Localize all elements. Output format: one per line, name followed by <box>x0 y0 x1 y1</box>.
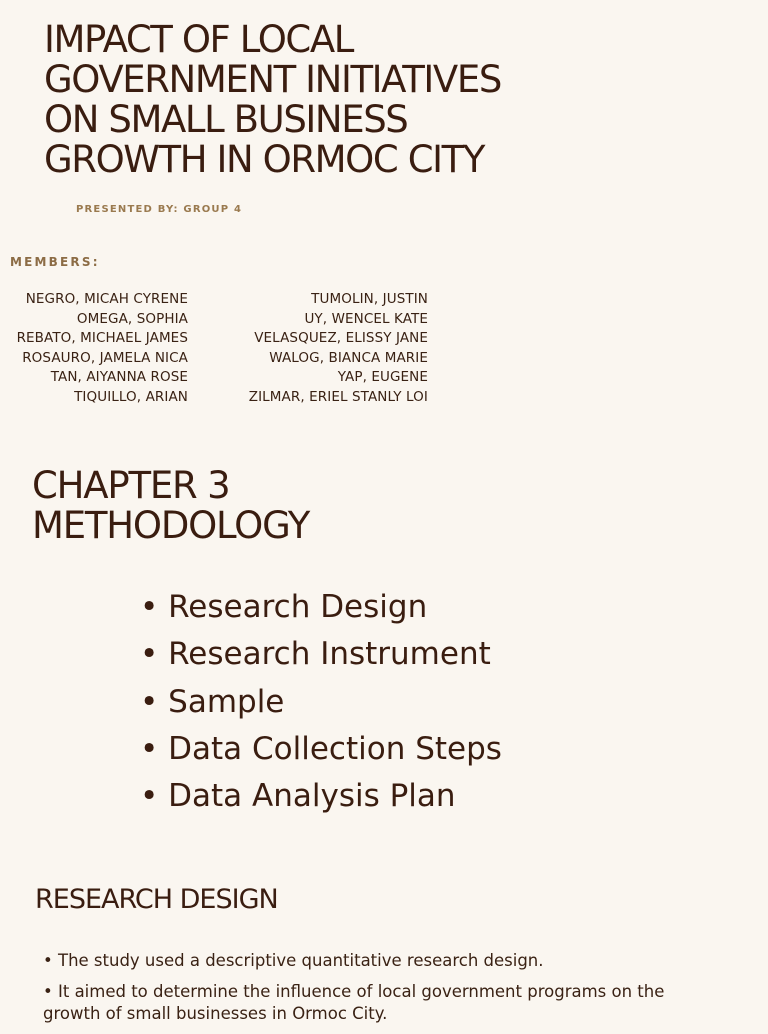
member-name: TIQUILLO, ARIAN <box>74 388 188 405</box>
member-name: TUMOLIN, JUSTIN <box>311 291 428 307</box>
member-name: TAN, AIYANNA ROSE <box>50 369 188 385</box>
chapter-number: CHAPTER 3 <box>32 464 230 507</box>
title-line: ON SMALL BUSINESS <box>44 98 408 141</box>
topic-item: • Data Collection Steps <box>140 726 502 773</box>
topic-item: • Research Instrument <box>140 631 502 678</box>
title-line: GOVERNMENT INITIATIVES <box>44 58 501 101</box>
chapter-name: METHODOLOGY <box>32 504 310 547</box>
member-name: UY, WENCEL KATE <box>304 310 428 327</box>
research-design-points <box>43 950 723 1034</box>
topic-item: • Research Design <box>140 584 502 631</box>
member-name: REBATO, MICHAEL JAMES <box>16 330 188 346</box>
member-name: NEGRO, MICAH CYRENE <box>25 291 188 307</box>
topics-list <box>140 584 502 820</box>
members-label: MEMBERS: <box>10 255 100 269</box>
section-heading: RESEARCH DESIGN <box>35 884 278 915</box>
presented-by: PRESENTED BY: GROUP 4 <box>76 204 243 215</box>
document-title <box>44 20 604 180</box>
member-name: ZILMAR, ERIEL STANLY LOI <box>248 388 428 405</box>
members-list-right <box>249 290 428 407</box>
members-list-left <box>17 290 188 407</box>
member-name: YAP, EUGENE <box>337 369 428 385</box>
title-line: IMPACT OF LOCAL <box>44 18 353 61</box>
member-name: WALOG, BIANCA MARIE <box>269 349 428 366</box>
research-design-point: • The study used a descriptive quantitative research design. <box>43 950 723 972</box>
title-line: GROWTH IN ORMOC CITY <box>44 138 485 181</box>
research-design-point: • It aimed to determine the influence of local government programs on the growth of small businesses in Ormoc City. <box>43 981 723 1025</box>
topic-item: • Data Analysis Plan <box>140 773 502 820</box>
member-name: VELASQUEZ, ELISSY JANE <box>254 330 428 346</box>
chapter-heading <box>32 466 309 546</box>
member-name: OMEGA, SOPHIA <box>76 310 188 327</box>
topic-item: • Sample <box>140 679 502 726</box>
member-name: ROSAURO, JAMELA NICA <box>22 349 188 366</box>
